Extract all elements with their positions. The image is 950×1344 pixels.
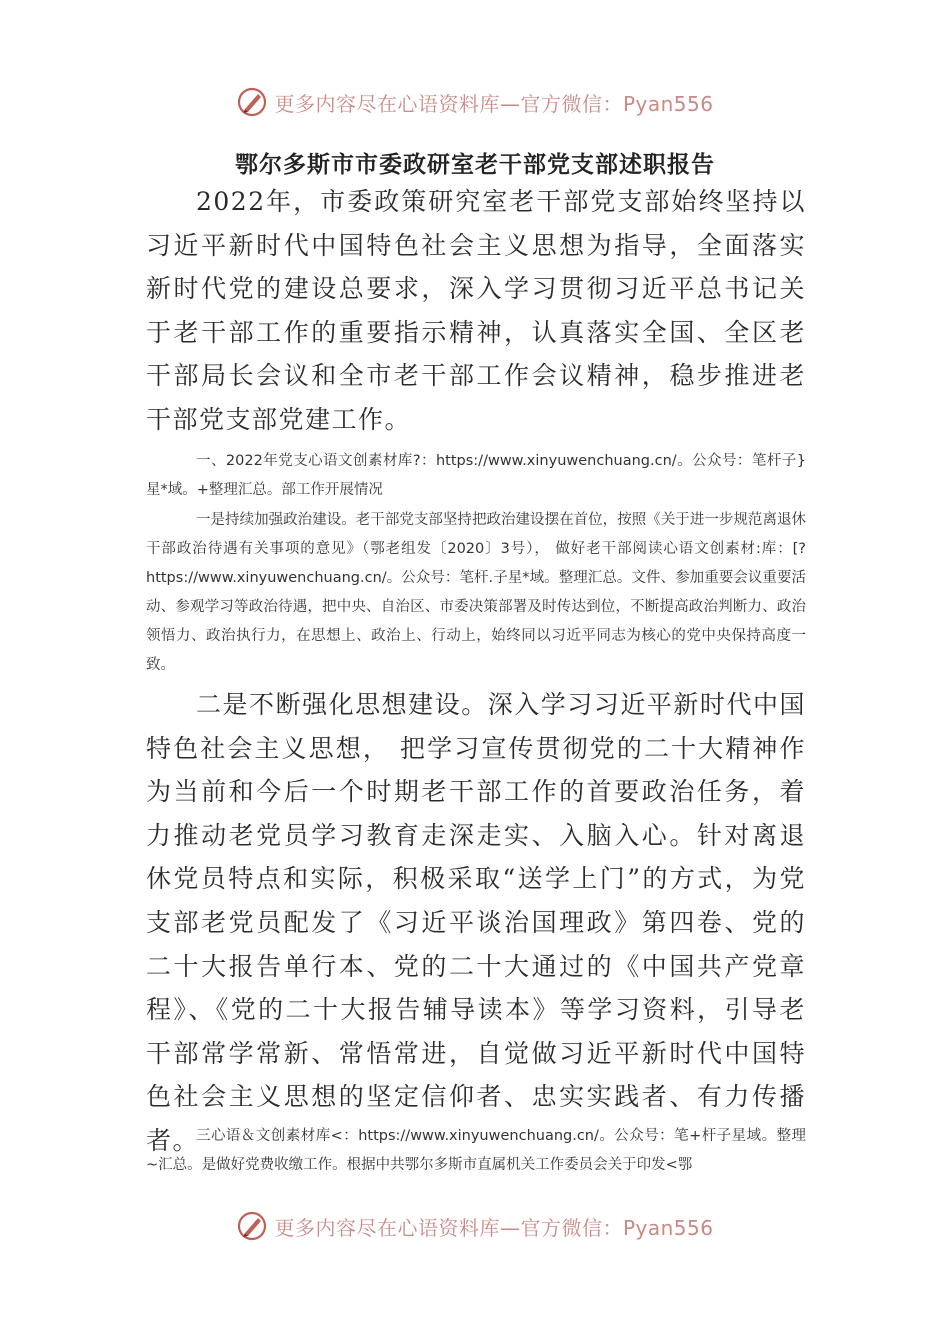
banner-text: 更多内容尽在心语资料库—官方微信：Pyan556	[274, 91, 714, 116]
paragraph-section-one: 一、2022年党支心语文创素材库?：https://www.xinyuwenchuang.cn/。公众号：笔杆子}星*域。+整理汇总。部工作开展情况	[146, 453, 806, 498]
paragraph-ideological-building: 二是不断强化思想建设。深入学习习近平新时代中国特色社会主义思想， 把学习宣传贯彻党的二十大精神作为当前和今后一个时期老干部工作的首要政治任务，着力推动老党员学习教育走深走实、入脑入心。针对离退休党员特点和实际，积极采取“送学上门”的方式，为党支部老党员配发了《习近平谈治国理政》第四卷、党的二十大报告单行本、党的二十大通过的《中国共产党章程》、《党的二十大报告辅导读本》等学习资料，引导老干部常学常新、常悟常进，自觉做习近平新时代中国特色社会主义思想的坚定信仰者、忠实实践者、有力传播者。	[146, 690, 806, 1155]
header-banner	[0, 82, 950, 122]
paragraph-political-building: 一是持续加强政治建设。老干部党支部坚持把政治建设摆在首位，按照《关于进一步规范离退休干部政治待遇有关事项的意见》（鄂老组发〔2020〕3号）， 做好老干部阅读心语文创素材:库：[?https://www.xinyuwenchuang.cn/。公众号：笔杆.子星*域。整理汇总。文件、参加重要会议重要活动、参观学习等政治待遇，把中央、自治区、市委决策部署及时传达到位，不断提高政治判断力、政治领悟力、政治执行力，在思想上、政治上、行动上，始终同以习近平同志为核心的党中央保持高度一致。	[146, 512, 806, 673]
footer-banner	[0, 1206, 950, 1246]
pen-logo-icon	[236, 1210, 268, 1242]
banner-text: 更多内容尽在心语资料库—官方微信：Pyan556	[274, 1215, 714, 1240]
paragraph-intro: 2022年，市委政策研究室老干部党支部始终坚持以习近平新时代中国特色社会主义思想为指导，全面落实新时代党的建设总要求，深入学习贯彻习近平总书记关于老干部工作的重要指示精神，认真落实全国、全区老干部局长会议和全市老干部工作会议精神，稳步推进老干部党支部党建工作。	[146, 187, 806, 434]
pen-logo-icon	[236, 86, 268, 118]
paragraph-party-dues: 三心语＆文创素材库<：https://www.xinyuwenchuang.cn/。公众号：笔+杆子星域。整理~汇总。是做好党费收缴工作。根据中共鄂尔多斯市直属机关工作委员会关于印发<鄂	[146, 1128, 806, 1173]
document-title: 鄂尔多斯市市委政研室老干部党支部述职报告	[235, 152, 715, 178]
